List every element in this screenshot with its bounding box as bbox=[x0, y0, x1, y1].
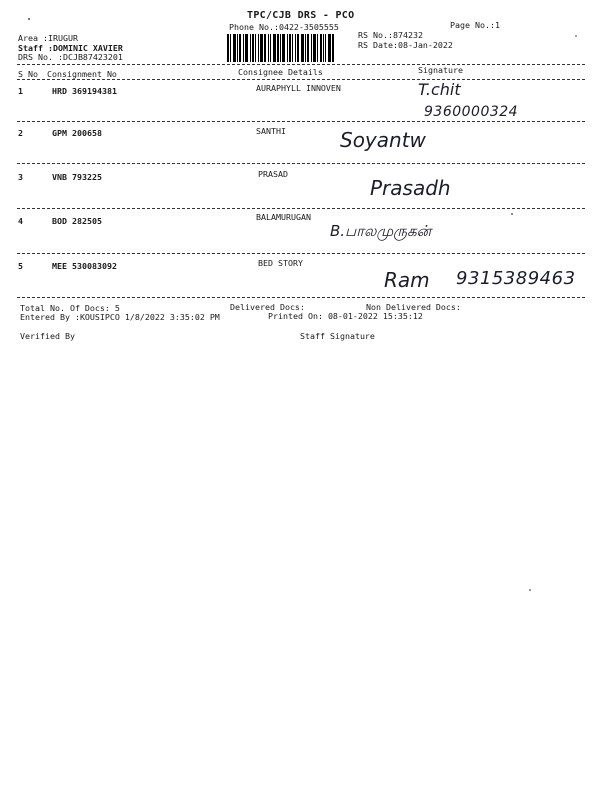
column-sno: S No bbox=[18, 69, 38, 79]
row-signature: B.பாலமுருகன் bbox=[330, 222, 432, 240]
row-divider bbox=[17, 253, 585, 254]
phone-number: Phone No.:0422-3505555 bbox=[229, 22, 339, 32]
total-docs: Total No. Of Docs: 5 bbox=[20, 303, 120, 313]
row-signature: Prasadh bbox=[370, 176, 451, 200]
row-sno: 4 bbox=[18, 216, 23, 226]
footer-divider bbox=[17, 297, 585, 298]
row-consignee: AURAPHYLL INNOVEN bbox=[256, 83, 341, 93]
delivered-docs: Delivered Docs: bbox=[230, 302, 305, 312]
scan-speck bbox=[511, 213, 513, 215]
row-consignment: HRD 369194381 bbox=[52, 86, 117, 96]
column-signature: Signature bbox=[418, 65, 463, 75]
area-label: Area :IRUGUR bbox=[18, 33, 78, 43]
scan-speck bbox=[28, 18, 30, 20]
staff-signature: Staff Signature bbox=[300, 331, 375, 341]
verified-by: Verified By bbox=[20, 331, 75, 341]
column-consignee: Consignee Details bbox=[238, 67, 323, 77]
row-divider bbox=[17, 208, 585, 209]
row-consignment: MEE 530083092 bbox=[52, 261, 117, 271]
row-sno: 3 bbox=[18, 172, 23, 182]
row-consignment: GPM 200658 bbox=[52, 128, 102, 138]
row-consignment: VNB 793225 bbox=[52, 172, 102, 182]
row-signature-phone: 9360000324 bbox=[424, 104, 519, 120]
staff-label: Staff :DOMINIC XAVIER bbox=[18, 43, 123, 53]
header-divider bbox=[17, 64, 585, 65]
page-number: Page No.:1 bbox=[450, 20, 500, 30]
row-consignee: PRASAD bbox=[258, 169, 288, 179]
rs-date: RS Date:08-Jan-2022 bbox=[358, 40, 453, 50]
column-divider bbox=[17, 79, 585, 80]
printed-on: Printed On: 08-01-2022 15:35:12 bbox=[268, 311, 423, 321]
scan-speck bbox=[529, 589, 531, 591]
row-signature: Soyantw bbox=[340, 128, 426, 152]
row-signature: T.chit bbox=[418, 80, 461, 99]
drs-number: DRS No. :DCJB87423201 bbox=[18, 52, 123, 62]
row-consignee: BALAMURUGAN bbox=[256, 212, 311, 222]
entered-by: Entered By :KOUSIPCO 1/8/2022 3:35:02 PM bbox=[20, 312, 220, 322]
barcode bbox=[227, 34, 357, 62]
row-signature-phone: 9315389463 bbox=[456, 268, 576, 289]
rs-number: RS No.:874232 bbox=[358, 30, 423, 40]
scan-speck bbox=[575, 35, 577, 37]
row-divider bbox=[17, 163, 585, 164]
column-consignment: Consignment No bbox=[47, 69, 117, 79]
document-title: TPC/CJB DRS - PCO bbox=[247, 10, 355, 21]
row-consignee: BED STORY bbox=[258, 258, 303, 268]
row-consignee: SANTHI bbox=[256, 126, 286, 136]
row-sno: 1 bbox=[18, 86, 23, 96]
row-sno: 5 bbox=[18, 261, 23, 271]
non-delivered-docs: Non Delivered Docs: bbox=[366, 302, 461, 312]
row-signature: Ram bbox=[384, 268, 430, 292]
row-divider bbox=[17, 121, 585, 122]
row-consignment: BOD 282505 bbox=[52, 216, 102, 226]
row-sno: 2 bbox=[18, 128, 23, 138]
